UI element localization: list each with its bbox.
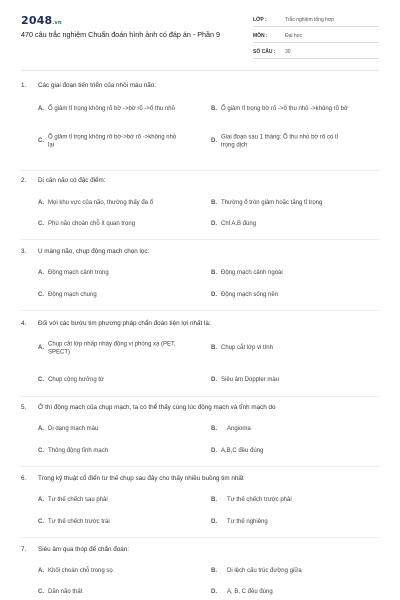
option-b[interactable] bbox=[211, 99, 361, 121]
option-a[interactable] bbox=[38, 338, 198, 360]
option-letter: C. bbox=[38, 448, 44, 455]
question-number: 5. bbox=[21, 404, 27, 411]
meta-count-label: SỐ CÂU : bbox=[253, 49, 276, 55]
question-prompt: Trong kỹ thuật cổ điển tư thế chụp sau đây cho thấy nhiều buồng tim nhất bbox=[38, 475, 244, 482]
logo-text: 2048 bbox=[21, 14, 53, 27]
question-prompt: Siêu âm qua thóp để chẩn đoán: bbox=[38, 546, 130, 553]
option-text: Ổ giảm tỉ trọng không rõ bờ ->bờ rõ ->ổ thu nhỏ bbox=[48, 106, 175, 113]
option-letter: B. bbox=[211, 345, 217, 352]
option-b[interactable] bbox=[211, 338, 361, 360]
option-text: Angioma bbox=[227, 426, 251, 433]
option-letter: C. bbox=[38, 292, 44, 299]
meta-class-row bbox=[253, 13, 379, 27]
question-number: 2. bbox=[21, 177, 27, 184]
option-text: A, B, C đều đúng bbox=[227, 589, 273, 596]
document-title: 470 câu trắc nghiệm Chuẩn đoán hình ảnh có đáp án - Phần 9 bbox=[21, 30, 221, 39]
option-text: Chụp cắt lớp nhấp nháy đồng vị phóng xạ (PET, SPECT) bbox=[48, 341, 176, 355]
question-divider bbox=[21, 170, 379, 171]
option-text: Dãn não thất bbox=[48, 589, 83, 596]
question-prompt: Đối với các bướu tim phương pháp chẩn đoán tiện lợi nhất là: bbox=[38, 320, 211, 327]
option-letter: C. bbox=[38, 519, 44, 526]
option-text: Thường ổ tròn giảm hoặc tăng tỉ trọng bbox=[221, 200, 323, 207]
meta-class-label: LỚP : bbox=[253, 17, 267, 23]
meta-count-value: 30 bbox=[285, 49, 291, 55]
question-divider bbox=[21, 239, 379, 240]
option-d[interactable] bbox=[211, 219, 361, 231]
option-text: Dị dạng mạch máu bbox=[48, 426, 99, 433]
option-text: Chụp cắt lớp vi tính bbox=[221, 345, 273, 352]
option-letter: B. bbox=[211, 106, 217, 113]
option-b[interactable] bbox=[211, 424, 361, 436]
logo-suffix: .vn bbox=[52, 20, 62, 26]
question-text bbox=[21, 82, 381, 90]
site-logo[interactable] bbox=[21, 14, 62, 27]
question-divider bbox=[21, 466, 379, 467]
question-text bbox=[21, 404, 381, 412]
option-letter: C. bbox=[38, 377, 44, 384]
option-text: Ổ giảm tỉ trọng bờ rõ ->ổ thu nhỏ ->không rõ bờ bbox=[221, 106, 348, 113]
option-letter: D. bbox=[211, 448, 217, 455]
option-text: Động mạch sống nền bbox=[221, 292, 279, 299]
option-d[interactable] bbox=[211, 131, 361, 153]
option-letter: A. bbox=[38, 106, 44, 113]
meta-class-value: Trắc nghiệm tổng hợp bbox=[285, 17, 334, 23]
option-c[interactable] bbox=[38, 375, 188, 387]
option-letter: A. bbox=[38, 345, 44, 352]
option-text: Động mạch cảnh ngoài bbox=[221, 270, 283, 277]
option-text: Động mạch cảnh trong bbox=[48, 270, 109, 277]
option-text: Chụp cộng hưởng từ bbox=[48, 377, 105, 384]
question-divider bbox=[21, 310, 379, 311]
option-a[interactable] bbox=[38, 566, 188, 578]
option-letter: D. bbox=[211, 138, 217, 145]
option-d[interactable] bbox=[211, 446, 361, 458]
question-text bbox=[21, 248, 381, 256]
option-text: Di lệch cấu trúc đường giữa bbox=[227, 568, 302, 575]
option-letter: B. bbox=[211, 426, 217, 433]
option-c[interactable] bbox=[38, 446, 188, 458]
option-text: Tư thế nghiêng bbox=[227, 519, 268, 526]
option-text: Tư thế chếch sau phải bbox=[48, 497, 108, 504]
option-text: Ổ giảm tỉ trọng không rõ bờ->bờ rõ ->không nhỏ lại bbox=[48, 134, 177, 148]
option-text: Khối choán chỗ trong sọ bbox=[48, 568, 113, 575]
question-text bbox=[21, 320, 381, 328]
option-a[interactable] bbox=[38, 268, 188, 280]
option-d[interactable] bbox=[211, 517, 361, 529]
question-number: 3. bbox=[21, 248, 27, 255]
option-text: Chỉ A,B đúng bbox=[221, 221, 257, 228]
option-c[interactable] bbox=[38, 587, 188, 599]
question-number: 7. bbox=[21, 546, 27, 553]
option-b[interactable] bbox=[211, 495, 361, 507]
question-number: 4. bbox=[21, 320, 27, 327]
option-a[interactable] bbox=[38, 495, 188, 507]
option-letter: D. bbox=[211, 292, 217, 299]
option-letter: D. bbox=[211, 221, 217, 228]
option-letter: A. bbox=[38, 270, 44, 277]
option-letter: A. bbox=[38, 200, 44, 207]
header-divider bbox=[21, 70, 379, 71]
option-c[interactable] bbox=[38, 517, 188, 529]
option-letter: D. bbox=[211, 589, 217, 596]
meta-subject-value: Đại học bbox=[285, 33, 302, 39]
option-letter: B. bbox=[211, 200, 217, 207]
option-d[interactable] bbox=[211, 375, 361, 387]
option-text: Tư thế chếch trước phải bbox=[227, 497, 292, 504]
option-letter: A. bbox=[38, 497, 44, 504]
option-text: Phù não choán chỗ ít quan trọng bbox=[48, 221, 136, 228]
document-header bbox=[0, 0, 400, 78]
option-c[interactable] bbox=[38, 290, 188, 302]
option-text: Động mạch chung bbox=[48, 292, 97, 299]
option-letter: B. bbox=[211, 568, 217, 575]
option-c[interactable] bbox=[38, 131, 188, 153]
option-letter: A. bbox=[38, 568, 44, 575]
option-letter: D. bbox=[211, 377, 217, 384]
option-text: Mọi khu vực của não, thường thấy đa ổ bbox=[48, 200, 154, 207]
option-letter: B. bbox=[211, 497, 217, 504]
option-letter: A. bbox=[38, 426, 44, 433]
meta-count-row bbox=[253, 45, 379, 59]
question-number: 1. bbox=[21, 82, 27, 89]
question-text bbox=[21, 177, 381, 185]
question-divider bbox=[21, 537, 379, 538]
option-text: Thông động tĩnh mạch bbox=[48, 448, 109, 455]
option-letter: C. bbox=[38, 589, 44, 596]
question-text bbox=[21, 546, 381, 554]
option-letter: B. bbox=[211, 270, 217, 277]
question-prompt: Các giai đoạn tiến triển của nhồi máu não: bbox=[38, 82, 156, 89]
question-prompt: Di căn não có đặc điểm: bbox=[38, 177, 106, 184]
option-b[interactable] bbox=[211, 566, 361, 578]
option-text: Siêu âm Doppler màu bbox=[221, 377, 280, 384]
question-number: 6. bbox=[21, 475, 27, 482]
option-d[interactable] bbox=[211, 290, 361, 302]
option-c[interactable] bbox=[38, 219, 188, 231]
option-a[interactable] bbox=[38, 198, 188, 210]
option-letter: C. bbox=[38, 138, 44, 145]
option-a[interactable] bbox=[38, 424, 188, 436]
option-text: Tư thế chếch trước trái bbox=[48, 519, 110, 526]
question-prompt: Ở thì động mạch của chụp mạch, ta có thể thấy cùng lúc động mạch và tĩnh mạch do bbox=[38, 404, 276, 411]
option-letter: D. bbox=[211, 519, 217, 526]
option-d[interactable] bbox=[211, 587, 361, 599]
option-b[interactable] bbox=[211, 268, 361, 280]
question-prompt: U màng não, chụp động mạch chọn lọc: bbox=[38, 248, 150, 255]
question-text bbox=[21, 475, 381, 483]
meta-subject-label: MÔN : bbox=[253, 33, 268, 39]
option-b[interactable] bbox=[211, 198, 371, 210]
meta-subject-row bbox=[253, 29, 379, 43]
option-text: Giai đoạn sau 1 tháng: Ổ thu nhỏ bờ rõ có tỉ trọng dịch bbox=[221, 134, 339, 148]
option-letter: C. bbox=[38, 221, 44, 228]
question-divider bbox=[21, 396, 379, 397]
option-text: A,B,C đều đúng bbox=[221, 448, 264, 455]
option-a[interactable] bbox=[38, 99, 188, 121]
